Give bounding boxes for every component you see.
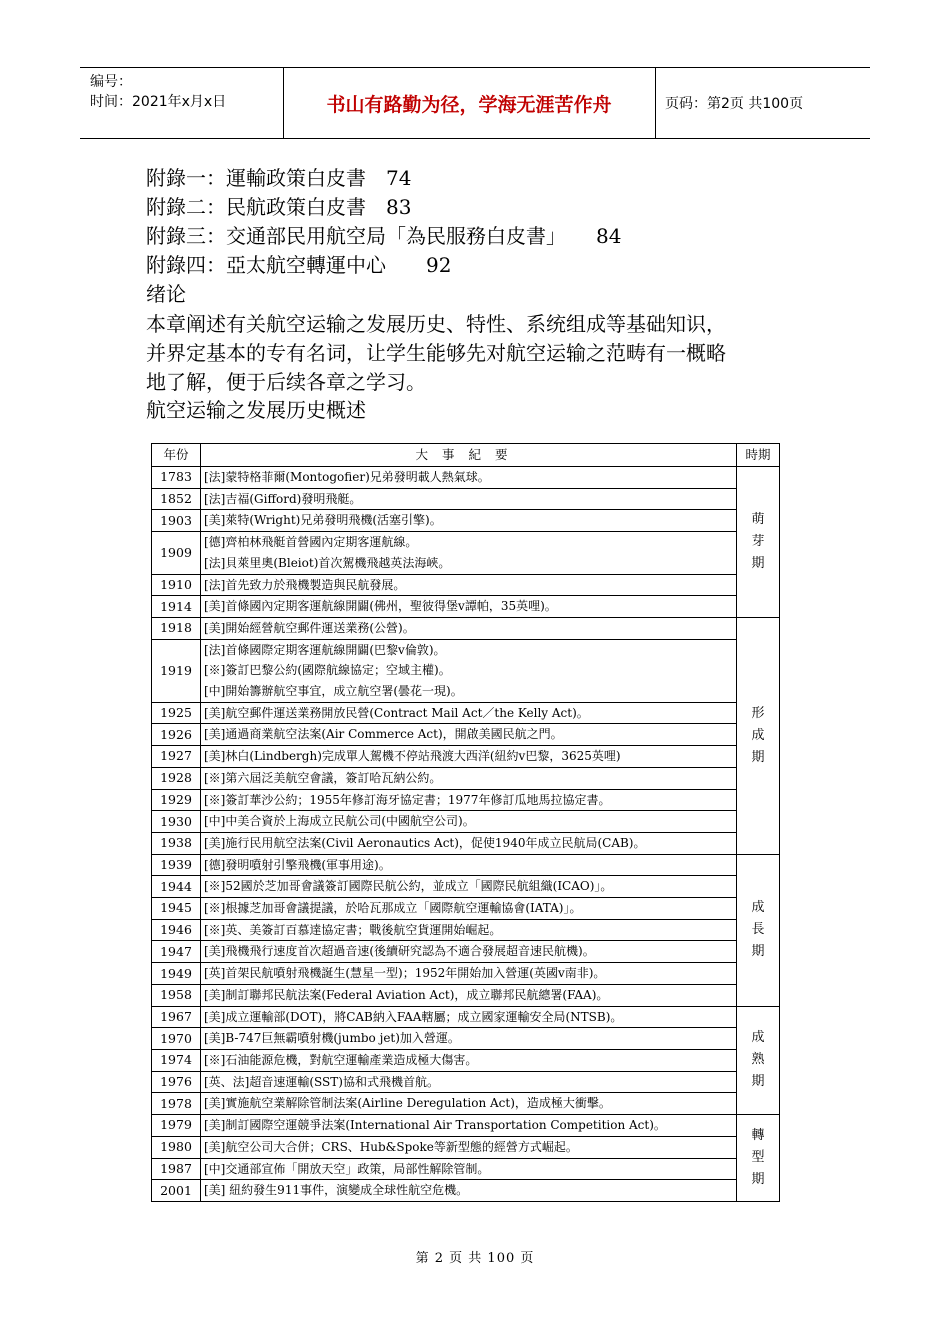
- period-cell: [737, 1006, 780, 1115]
- table-row: [152, 1136, 780, 1158]
- table-row: [152, 510, 780, 532]
- event-cell: [201, 1006, 737, 1028]
- event-cell: [201, 617, 737, 639]
- year-cell: 1978: [152, 1093, 201, 1115]
- event-text: [中]開始籌辦航空事宜，成立航空署(曇花一現)。: [204, 684, 463, 699]
- period-label: 轉型期: [751, 1128, 765, 1187]
- header-period: 時期: [737, 444, 780, 467]
- event-text: [美]制訂國際空運競爭法案(International Air Transportation Competition Act)。: [204, 1118, 666, 1133]
- period-cell: [737, 617, 780, 854]
- table-row: [152, 467, 780, 489]
- year-cell: 1925: [152, 702, 201, 724]
- table-row: [152, 876, 780, 898]
- event-text: [法]首條國際定期客運航線開闢(巴黎v倫敦)。: [204, 642, 446, 657]
- year-cell: 1947: [152, 941, 201, 963]
- event-cell: [201, 596, 737, 618]
- event-cell: [201, 1180, 737, 1202]
- year-cell: 1909: [152, 532, 201, 574]
- event-text: [法]貝萊里奧(Bleiot)首次駕機飛越英法海峽。: [204, 555, 451, 570]
- year-cell: 1979: [152, 1115, 201, 1137]
- appendix-line-1: 附錄一：運輸政策白皮書 74: [146, 166, 412, 190]
- event-text: [美]施行民用航空法案(Civil Aeronautics Act)，促使1940年成立民航局(CAB)。: [204, 835, 646, 850]
- period-cell: [737, 467, 780, 618]
- event-text: [法]蒙特格菲爾(Montogofier)兄弟發明載人熱氣球。: [204, 470, 490, 484]
- event-cell: [201, 811, 737, 833]
- table-row: [152, 767, 780, 789]
- table-row: [152, 1006, 780, 1028]
- event-cell: [201, 724, 737, 746]
- table-row: [152, 702, 780, 724]
- table-row: [152, 1049, 780, 1071]
- event-text: [英]首架民航噴射飛機誕生(慧星一型)；1952年開始加入營運(英國v南非)。: [204, 966, 606, 981]
- event-text: [英、法]超音速運輸(SST)協和式飛機首航。: [204, 1074, 439, 1089]
- table-row: [152, 1071, 780, 1093]
- period-cell: [737, 1115, 780, 1202]
- table-row: [152, 639, 780, 702]
- year-cell: 1927: [152, 746, 201, 768]
- appendix-line-4: 附錄四：亞太航空轉運中心 92: [146, 253, 452, 277]
- year-cell: 1919: [152, 639, 201, 702]
- table-row: [152, 789, 780, 811]
- intro-paragraph-line-1: 本章阐述有关航空运输之发展历史、特性、系统组成等基础知识，: [146, 312, 726, 336]
- year-cell: 1903: [152, 510, 201, 532]
- event-text: [※]石油能源危機，對航空運輸產業造成極大傷害。: [204, 1052, 478, 1067]
- table-row: [152, 1028, 780, 1050]
- header-event: 大事紀要: [201, 444, 737, 467]
- table-row: [152, 1180, 780, 1202]
- year-cell: 1852: [152, 488, 201, 510]
- event-cell: [201, 639, 737, 702]
- year-cell: 1945: [152, 898, 201, 920]
- year-cell: 1967: [152, 1006, 201, 1028]
- year-cell: 1974: [152, 1049, 201, 1071]
- period-label: 成熟期: [751, 1030, 765, 1090]
- event-text: [中]中美合資於上海成立民航公司(中國航空公司)。: [204, 814, 475, 829]
- table-row: [152, 919, 780, 941]
- year-cell: 1938: [152, 832, 201, 854]
- event-text: [中]交通部宣佈「開放天空」政策，局部性解除管制。: [204, 1161, 490, 1176]
- period-label: 成長期: [751, 900, 765, 960]
- intro-paragraph-line-3: 地了解，便于后续各章之学习。: [146, 370, 426, 394]
- table-row: [152, 532, 780, 574]
- event-text: [德]齊柏林飛艇首營國內定期客運航線。: [204, 535, 418, 550]
- event-cell: [201, 941, 737, 963]
- year-cell: 1944: [152, 876, 201, 898]
- header-page-info: 页码：第2页 共100页: [665, 96, 804, 112]
- table-row: [152, 488, 780, 510]
- event-text: [美]通過商業航空法案(Air Commerce Act)，開啟美國民航之門。: [204, 727, 563, 742]
- table-row: [152, 617, 780, 639]
- period-label: 形成期: [751, 705, 765, 765]
- event-cell: [201, 1028, 737, 1050]
- event-cell: [201, 984, 737, 1006]
- event-cell: [201, 1071, 737, 1093]
- period-cell: [737, 854, 780, 1006]
- event-cell: [201, 1049, 737, 1071]
- event-text: [※]52國於芝加哥會議簽訂國際民航公約，並成立「國際民航組織(ICAO)」。: [204, 879, 613, 894]
- time-label: 时间：2021年x月x日: [90, 94, 227, 110]
- event-text: [美]航空郵件運送業務開放民營(Contract Mail Act／the Kelly Act)。: [204, 705, 589, 720]
- table-row: [152, 1093, 780, 1115]
- table-row: [152, 811, 780, 833]
- year-cell: 1928: [152, 767, 201, 789]
- event-cell: [201, 1136, 737, 1158]
- event-cell: [201, 963, 737, 985]
- year-cell: 1929: [152, 789, 201, 811]
- event-text: [美]開始經營航空郵件運送業務(公營)。: [204, 620, 415, 635]
- section-heading-history: 航空运输之发展历史概述: [146, 398, 366, 422]
- event-cell: [201, 832, 737, 854]
- aviation-history-table: [151, 443, 780, 1202]
- event-text: [※]根據芝加哥會議提議，於哈瓦那成立「國際航空運輸協會(IATA)」。: [204, 901, 582, 916]
- year-cell: 1930: [152, 811, 201, 833]
- header-year: 年份: [152, 444, 201, 467]
- appendix-line-2: 附錄二：民航政策白皮書 83: [146, 195, 412, 219]
- event-cell: [201, 1115, 737, 1137]
- year-cell: 1918: [152, 617, 201, 639]
- table-row: [152, 941, 780, 963]
- year-cell: 1914: [152, 596, 201, 618]
- year-cell: 1958: [152, 984, 201, 1006]
- event-text: [美]B-747巨無霸噴射機(jumbo jet)加入營運。: [204, 1031, 460, 1046]
- year-cell: 1910: [152, 574, 201, 596]
- page-header: [80, 67, 870, 139]
- year-cell: 1949: [152, 963, 201, 985]
- table-row: [152, 984, 780, 1006]
- event-text: [※]第六屆泛美航空會議，簽訂哈瓦納公約。: [204, 770, 442, 785]
- year-cell: 1980: [152, 1136, 201, 1158]
- event-text: [美]首條國內定期客運航線開闢(佛州，聖彼得堡v譚帕，35英哩)。: [204, 599, 557, 614]
- table-row: [152, 832, 780, 854]
- event-text: [※]簽訂巴黎公約(國際航線協定；空域主權)。: [204, 663, 451, 678]
- event-cell: [201, 467, 737, 489]
- table-row: [152, 596, 780, 618]
- event-cell: [201, 854, 737, 876]
- appendix-line-3: 附錄三：交通部民用航空局「為民服務白皮書」 84: [146, 224, 622, 248]
- event-cell: [201, 919, 737, 941]
- event-text: [美]制訂聯邦民航法案(Federal Aviation Act)，成立聯邦民航總署(FAA)。: [204, 987, 609, 1002]
- page-footer: 第 2 页 共 100 页: [415, 1251, 535, 1266]
- table-row: [152, 963, 780, 985]
- year-cell: 1970: [152, 1028, 201, 1050]
- header-meta: [80, 68, 284, 138]
- table-row: [152, 1115, 780, 1137]
- header-motto: 书山有路勤为径，学海无涯苦作舟: [283, 68, 656, 138]
- table-row: [152, 898, 780, 920]
- event-cell: [201, 789, 737, 811]
- intro-paragraph-line-2: 并界定基本的专有名词，让学生能够先对航空运输之范畴有一概略: [146, 341, 726, 365]
- event-cell: [201, 532, 737, 574]
- table-row: [152, 574, 780, 596]
- event-cell: [201, 1093, 737, 1115]
- event-text: [法]首先致力於飛機製造與民航發展。: [204, 577, 406, 592]
- event-cell: [201, 488, 737, 510]
- table-row: [152, 746, 780, 768]
- event-text: [美]飛機飛行速度首次超過音速(後續研究認為不適合發展超音速民航機)。: [204, 944, 595, 959]
- event-text: [※]簽訂華沙公約；1955年修訂海牙協定書；1977年修訂瓜地馬拉協定書。: [204, 792, 611, 807]
- event-cell: [201, 1158, 737, 1180]
- table-row: [152, 1158, 780, 1180]
- table-header-row: [152, 444, 780, 467]
- year-cell: 1946: [152, 919, 201, 941]
- year-cell: 1926: [152, 724, 201, 746]
- event-cell: [201, 574, 737, 596]
- year-cell: 1783: [152, 467, 201, 489]
- event-text: [德]發明噴射引擎飛機(軍事用途)。: [204, 857, 391, 872]
- event-text: [美]萊特(Wright)兄弟發明飛機(活塞引擎)。: [204, 513, 442, 528]
- year-cell: 1939: [152, 854, 201, 876]
- event-cell: [201, 702, 737, 724]
- event-text: [※]英、美簽訂百慕達協定書；戰後航空貨運開始崛起。: [204, 922, 502, 937]
- year-cell: 1976: [152, 1071, 201, 1093]
- event-text: [美]成立運輸部(DOT)，將CAB納入FAA轄屬；成立國家運輸安全局(NTSB)。: [204, 1009, 623, 1024]
- event-text: [美]林白(Lindbergh)完成單人駕機不停站飛渡大西洋(紐約v巴黎，3625英哩): [204, 749, 621, 764]
- event-text: [美]實施航空業解除管制法案(Airline Deregulation Act)，造成極大衝擊。: [204, 1096, 611, 1111]
- event-cell: [201, 898, 737, 920]
- period-label: 萌芽期: [751, 511, 765, 571]
- event-text: [法]吉福(Gifford)發明飛艇。: [204, 491, 362, 506]
- year-cell: 2001: [152, 1180, 201, 1202]
- table-row: [152, 724, 780, 746]
- event-text: [美] 紐約發生911事件，演變成全球性航空危機。: [204, 1183, 469, 1198]
- number-label: 编号：: [90, 74, 132, 90]
- year-cell: 1987: [152, 1158, 201, 1180]
- section-heading-intro: 绪论: [146, 282, 186, 306]
- table-row: [152, 854, 780, 876]
- event-cell: [201, 746, 737, 768]
- event-cell: [201, 510, 737, 532]
- event-text: [美]航空公司大合併；CRS、Hub&Spoke等新型態的經營方式崛起。: [204, 1139, 578, 1154]
- event-cell: [201, 767, 737, 789]
- event-cell: [201, 876, 737, 898]
